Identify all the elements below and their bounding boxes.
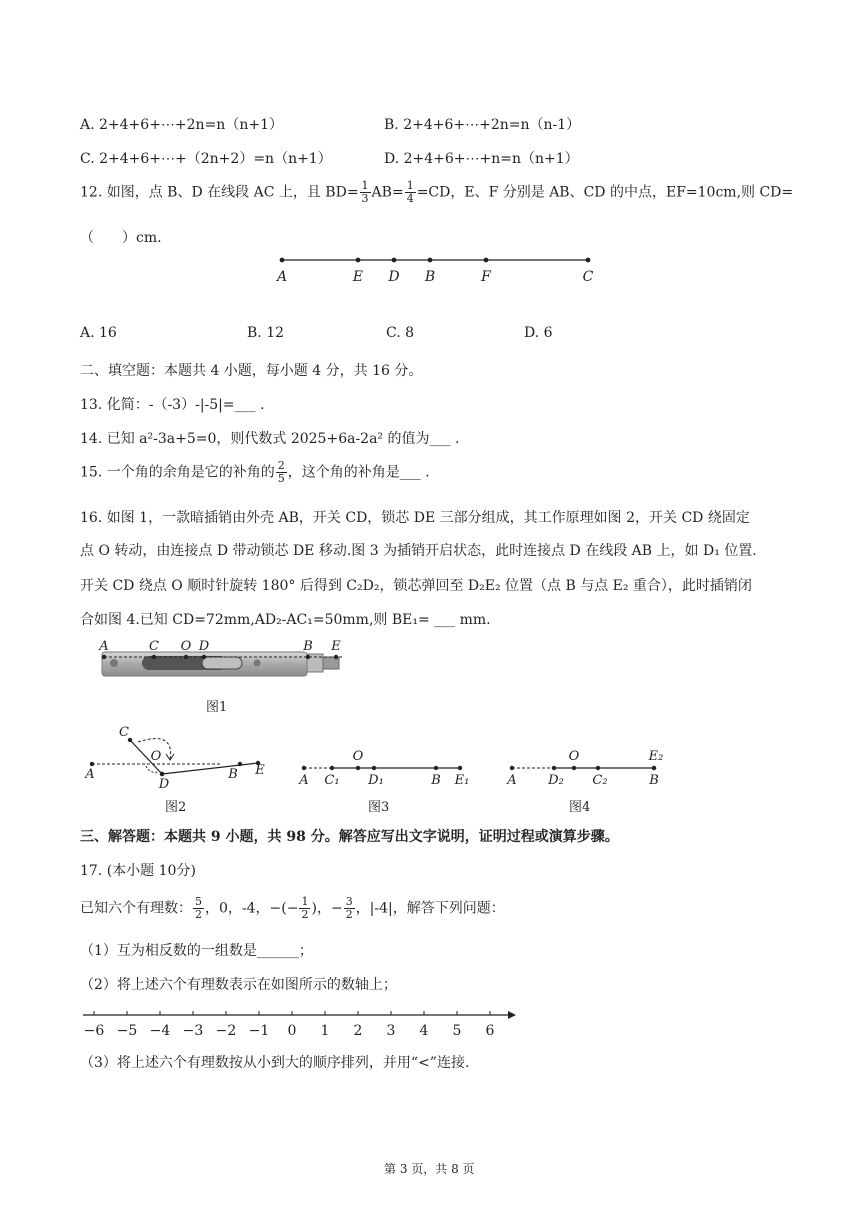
fig3-point-5	[458, 766, 462, 770]
fig3-label-1: A	[299, 773, 309, 788]
fig3-label-0: O	[352, 749, 364, 764]
q12-option-c: C. 8	[386, 325, 415, 341]
q13: 13. 化简：-（-3）-|-5|=___ .	[80, 397, 265, 413]
fig4-label-4: C₂	[592, 773, 608, 788]
fig2-label-5: E	[255, 763, 265, 778]
q11-option-b: B. 2+4+6+⋯+2n=n（n-1）	[384, 117, 581, 133]
fig4-point-0	[572, 766, 576, 770]
fig1-label-0: A	[99, 639, 109, 654]
q11-option-a: A. 2+4+6+⋯+2n=n（n+1）	[80, 117, 283, 133]
segment-label-b: B	[424, 269, 436, 285]
segment-label-e: E	[352, 269, 364, 285]
axis-tick-label: −2	[215, 1023, 237, 1039]
fig1-point-3	[202, 655, 206, 659]
q14: 14. 已知 a²-3a+5=0，则代数式 2025+6a-2a² 的值为___ .	[80, 431, 460, 447]
section3-title: 三、解答题：本题共 9 小题，共 98 分。解答应写出文字说明，证明过程或演算步骤。	[80, 829, 619, 845]
q16-figure1-caption: 图1	[206, 700, 228, 715]
fig4-label-0: O	[568, 749, 580, 764]
axis-tick-label: −1	[248, 1023, 270, 1039]
fig1-label-5: E	[331, 639, 341, 654]
fig3-point-4	[434, 766, 438, 770]
fig3-label-3: D₁	[368, 773, 384, 788]
fig3-label-2: C₁	[324, 773, 340, 788]
q16-figure3	[296, 745, 476, 793]
q15: 15. 一个角的余角是它的补角的 $\frac{2}{5}$ ，这个角的补角是___ .	[80, 459, 430, 485]
fig4-point-5	[652, 766, 656, 770]
q16-line4: 合如图 4.已知 CD=72mm,AD₂-AC₁=50mm,则 BE₁= ___ mm.	[80, 612, 491, 628]
page-footer: 第 3 页，共 8 页	[384, 1162, 475, 1176]
q17-sub1: （1）互为相反数的一组数是______；	[80, 943, 313, 959]
fig2-label-2: A	[85, 767, 95, 782]
fig2-label-1: O	[150, 749, 162, 764]
q16-figure4-caption: 图4	[569, 800, 591, 815]
q16-figure3-caption: 图3	[368, 800, 390, 815]
q11-option-d: D. 2+4+6+⋯+n=n（n+1）	[384, 151, 579, 167]
q17-sub3: （3）将上述六个有理数按从小到大的顺序排列，并用“<”连接.	[80, 1055, 470, 1071]
segment-label-c: C	[582, 269, 594, 285]
segment-point-d	[392, 258, 397, 263]
segment-point-a	[280, 258, 285, 263]
fig2-point-2	[90, 762, 94, 766]
fig1-label-4: B	[303, 639, 313, 654]
fig1-point-1	[152, 655, 156, 659]
fig4-label-1: E₂	[648, 749, 664, 764]
axis-tick-label: 1	[320, 1023, 330, 1039]
fig1-label-3: D	[198, 639, 210, 654]
fig3-label-5: E₁	[454, 773, 470, 788]
fig4-point-2	[510, 766, 514, 770]
q16-figure2-caption: 图2	[165, 800, 187, 815]
q17-number-axis	[78, 1003, 528, 1043]
q17-intro: 已知六个有理数： $\frac{5}{2}$ ，0，-4，−(− $\frac{1}{2}$ )，− $\frac{3}{2}$ ，|-4|，解答下列问题：	[80, 895, 505, 921]
q12-option-a: A. 16	[80, 325, 117, 341]
q12-option-b: B. 12	[247, 325, 285, 341]
fig4-point-3	[552, 766, 556, 770]
segment-point-c	[586, 258, 591, 263]
q16-figure2	[80, 722, 280, 794]
q12-option-d: D. 6	[524, 325, 553, 341]
fig1-label-1: C	[149, 639, 159, 654]
segment-point-e	[356, 258, 361, 263]
axis-tick-label: 6	[485, 1023, 495, 1039]
q16-line1: 16. 如图 1，一款暗插销由外壳 AB，开关 CD，锁芯 DE 三部分组成，其工作原理如图 2，开关 CD 绕固定	[80, 510, 750, 526]
fig1-point-4	[306, 655, 310, 659]
fig3-point-1	[302, 766, 306, 770]
fig2-label-0: C	[119, 725, 129, 740]
q16-figure1	[92, 636, 362, 686]
fig4-label-3: D₂	[548, 773, 564, 788]
section2-title: 二、填空题：本题共 4 小题，每小题 4 分，共 16 分。	[80, 363, 423, 379]
fig3-point-0	[356, 766, 360, 770]
q17-sub2: （2）将上述六个有理数表示在如图所示的数轴上；	[80, 977, 397, 993]
q12-stem: 12. 如图，点 B、D 在线段 AC 上，且 BD= $\frac{1}{3}$ AB= $\frac{1}{4}$ =CD，E、F 分别是 AB、CD 的中点，EF=10cm,则 CD=	[80, 179, 794, 205]
fig1-point-0	[102, 655, 106, 659]
axis-tick-label: 4	[419, 1023, 429, 1039]
q12-stem-line2: （ ）cm.	[80, 230, 162, 246]
q11-option-c: C. 2+4+6+⋯+（2n+2）=n（n+1）	[80, 151, 332, 167]
q16-line3: 开关 CD 绕点 O 顺时针旋转 180° 后得到 C₂D₂，锁芯弹回至 D₂E₂ 位置（点 B 与点 E₂ 重合），此时插销闭	[80, 578, 752, 594]
segment-label-a: A	[276, 269, 288, 285]
fig3-label-4: B	[431, 773, 441, 788]
fig4-label-5: B	[649, 773, 659, 788]
fig2-label-3: D	[158, 777, 170, 792]
segment-point-b	[428, 258, 433, 263]
q16-figure4	[504, 745, 674, 793]
segment-point-f	[484, 258, 489, 263]
axis-tick-label: −5	[116, 1023, 138, 1039]
segment-label-f: F	[481, 269, 491, 285]
fig4-label-2: A	[507, 773, 517, 788]
q12-segment-figure	[270, 248, 600, 288]
fig3-point-2	[330, 766, 334, 770]
fig2-point-3	[160, 772, 164, 776]
q16-line2: 点 O 转动，由连接点 D 带动锁芯 DE 移动.图 3 为插销开启状态，此时连接点 D 在线段 AB 上，如 D₁ 位置.	[80, 543, 757, 559]
fig2-label-4: B	[228, 767, 238, 782]
axis-tick-label: 5	[452, 1023, 462, 1039]
fig3-point-3	[372, 766, 376, 770]
fig2-point-4	[238, 762, 242, 766]
q17-title: 17. (本小题 10分)	[80, 863, 196, 879]
axis-tick-label: −3	[182, 1023, 204, 1039]
fig1-point-5	[334, 655, 338, 659]
axis-tick-label: −6	[83, 1023, 105, 1039]
fig4-point-4	[596, 766, 600, 770]
axis-tick-label: −4	[149, 1023, 171, 1039]
axis-tick-label: 3	[386, 1023, 396, 1039]
fig1-point-2	[184, 655, 188, 659]
segment-label-d: D	[388, 269, 400, 285]
axis-tick-label: 2	[353, 1023, 363, 1039]
axis-tick-label: 0	[287, 1023, 297, 1039]
fig1-label-2: O	[180, 639, 192, 654]
